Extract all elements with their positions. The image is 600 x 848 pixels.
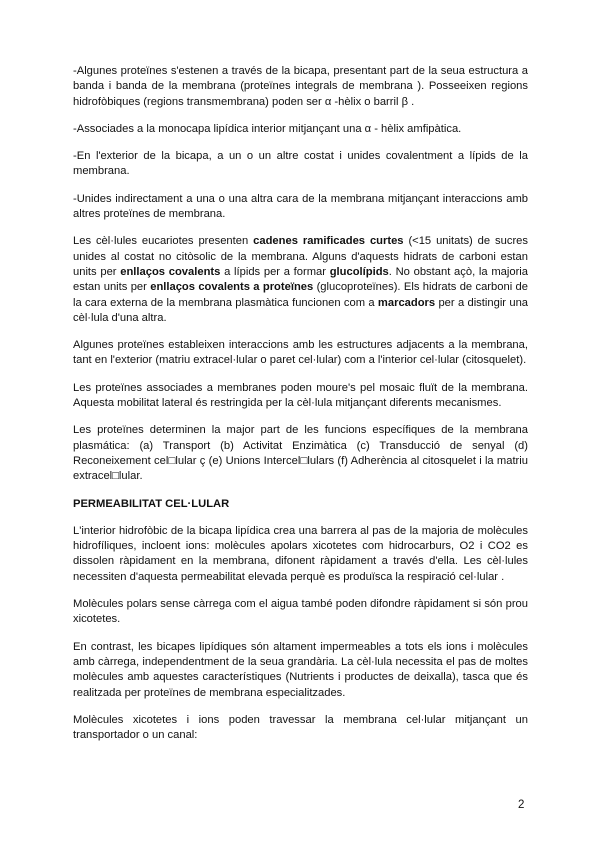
paragraph (73, 713, 528, 744)
text-run: . No obstant açò, la majoria estan units per (73, 265, 528, 294)
text-run: Les proteïnes determinen la major part de les funcions específiques de la membrana plasmática: (a) Transport (b) Activitat Enzimàtica (c) Transducció de senyal (d) Reconeixement cel□lular ç (e) Unions Intercel□lulars (f) Adherència al citosquelet i la matriu extracel□lular. (73, 424, 528, 483)
text-run: -Unides indirectament a una o una altra cara de la membrana mitjançant interaccions amb altres proteïnes de membrana. (73, 192, 528, 221)
text-run: per a distingir una cèl·lula d'una altra. (73, 296, 529, 324)
bold-term: marcadors (377, 296, 436, 309)
text-run: (glucoproteïnes). Els hidrats de carboni de la cara externa de la membrana plasmàtica funcionen com a (73, 281, 528, 309)
bold-term: cadenes ramificades curtes (253, 235, 404, 248)
paragraph (73, 423, 528, 484)
text-run: Les proteïnes associades a membranes poden moure's pel mosaic fluït de la membrana. Aquesta mobilitat lateral és restringida per la cèl·lula mitjançant diferents mecanismes. (73, 381, 528, 410)
bold-term: glucolípids (329, 265, 389, 278)
text-run: -En l'exterior de la bicapa, a un o un altre costat i unides covalentment a lípids de la membrana. (73, 150, 528, 178)
text-run: -Algunes proteïnes s'estenen a través de la bicapa, presentant part de la seua estructura a banda i banda de la membrana (proteïnes integrals de membrana ). Posseeixen regions hidrofòbiques (regions transmembrana) poden ser α -hèlix o barril β . (73, 65, 528, 108)
paragraph (73, 122, 528, 137)
paragraph (73, 381, 528, 412)
text-run: Molècules polars sense càrrega com el aigua també poden difondre ràpidament si són prou xicotetes. (73, 598, 528, 626)
paragraph (73, 192, 528, 223)
paragraph (73, 149, 528, 180)
text-run: Molècules xicotetes i ions poden travessar la membrana cel·lular mitjançant un transportador o un canal: (73, 713, 528, 742)
paragraph (73, 64, 528, 110)
text-run: -Associades a la monocapa lipídica interior mitjançant una α - hèlix amfipàtica. (73, 122, 462, 135)
text-run: PERMEABILITAT CEL·LULAR (73, 497, 230, 510)
paragraph (73, 338, 528, 369)
paragraph (73, 597, 528, 628)
text-run: En contrast, les bicapes lipídiques són altament impermeables a tots els ions i molècules amb càrrega, independentment de la seua grandària. La cèl·lula necessita el pas de moltes molècules amb aquestes característiques (Nutrients i productes de deixalla), tasca que és realitzada per proteïnes de membrana especialitzades. (73, 640, 528, 699)
section-heading (73, 497, 528, 512)
text-run: (<15 unitats) de sucres unides al costat no citòsolic de la membrana. Alguns d'aquests hidrats de carboni estan units per (73, 235, 528, 278)
text-run: Algunes proteïnes estableixen interaccions amb les estructures adjacents a la membrana, tant en l'exterior (matriu extracel·lular o paret cel·lular) com a l'interior cel·lular (citosquelet). (73, 339, 528, 367)
bold-term: enllaços covalents (120, 265, 221, 278)
paragraph (73, 640, 528, 701)
page-number: 2 (518, 799, 525, 811)
text-run: Les cèl·lules eucariotes presenten (73, 235, 254, 248)
text-run: a lípids per a formar (220, 265, 330, 278)
paragraph (73, 234, 528, 326)
text-run: L'interior hidrofòbic de la bicapa lipídica crea una barrera al pas de la majoria de molècules hidrofíliques, incloent ions: molècules apolars xicotetes com hidrocarburs, O2 i CO2 es dissolen ràpidament en la membrana, difonent ràpidament a través d'ella. Les cèl·lules necessiten d'aquesta permeabilitat elevada perquè es produïsca la respiració cel·lular . (73, 524, 528, 583)
page-content (73, 64, 528, 755)
bold-term: enllaços covalents a proteïnes (150, 281, 314, 294)
paragraph (73, 524, 528, 585)
